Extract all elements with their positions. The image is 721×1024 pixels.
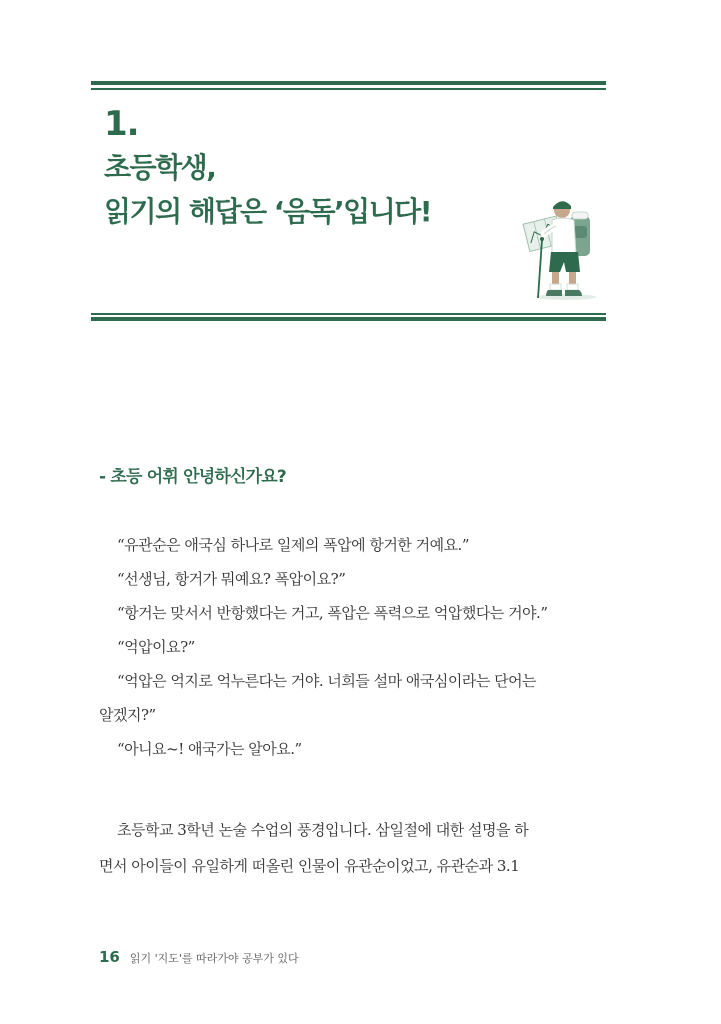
body-paragraph bbox=[99, 812, 597, 884]
page-footer bbox=[99, 948, 299, 966]
paragraph-line: 초등학교 3학년 논술 수업의 풍경입니다. 삼일절에 대한 설명을 하 bbox=[117, 821, 529, 839]
paragraph-line: 면서 아이들이 유일하게 떠올린 인물이 유관순이었고, 유관순과 3.1 bbox=[99, 857, 520, 875]
dialogue-line: “선생님, 항거가 뭐예요? 폭압이요?” bbox=[117, 570, 346, 588]
dialogue-line: “억압이요?” bbox=[117, 638, 195, 656]
top-rule-thin bbox=[91, 88, 606, 90]
chapter-title bbox=[104, 146, 431, 234]
dialogue-block bbox=[99, 528, 597, 766]
chapter-number: 1. bbox=[104, 104, 139, 144]
dialogue-line: “유관순은 애국심 하나로 일제의 폭압에 항거한 거예요.” bbox=[117, 536, 469, 554]
chapter-title-line-1: 초등학생, bbox=[104, 151, 216, 184]
dialogue-line: 알겠지?” bbox=[99, 706, 156, 724]
dialogue-line: “아니요~! 애국가는 알아요.” bbox=[117, 740, 302, 758]
dialogue-line: “억압은 억지로 억누른다는 거야. 너희들 설마 애국심이라는 단어는 bbox=[117, 672, 537, 690]
bottom-rule-thick bbox=[91, 317, 606, 321]
running-title: 읽기 '지도'를 따라가야 공부가 있다 bbox=[129, 952, 299, 965]
bottom-rule-thin bbox=[91, 313, 606, 315]
dialogue-line: “항거는 맞서서 반항했다는 거고, 폭압은 폭력으로 억압했다는 거야.” bbox=[117, 604, 548, 622]
section-heading: - 초등 어휘 안녕하신가요? bbox=[99, 467, 286, 487]
page-number: 16 bbox=[99, 948, 120, 966]
hiker-with-map-icon bbox=[520, 196, 602, 304]
chapter-title-line-2: 읽기의 해답은 ‘음독’입니다! bbox=[104, 195, 432, 228]
top-rule-thick bbox=[91, 81, 606, 85]
